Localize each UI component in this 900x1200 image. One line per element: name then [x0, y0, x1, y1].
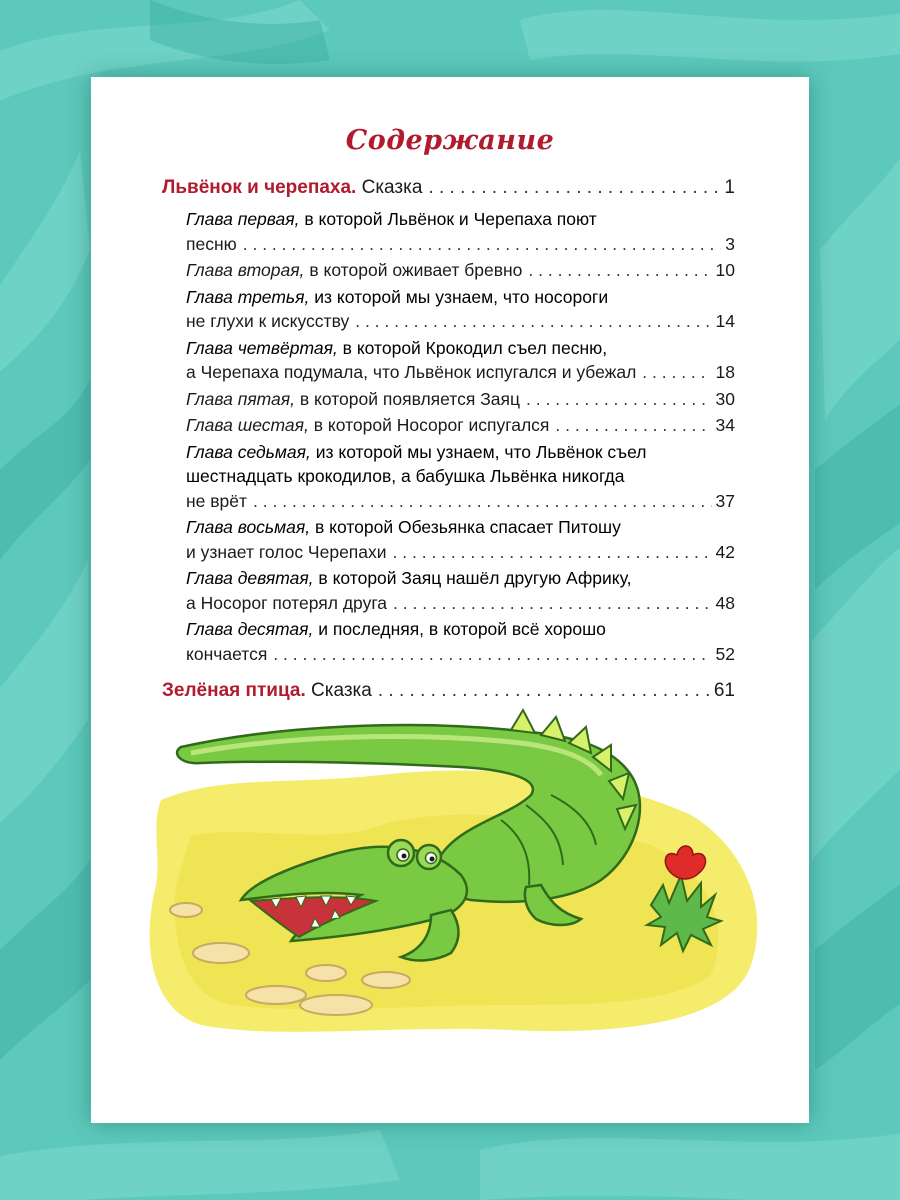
story-title: Львёнок и черепаха.: [162, 177, 357, 198]
page-number: 10: [715, 260, 735, 280]
page-number: 37: [715, 490, 735, 511]
page-number: 14: [715, 311, 735, 331]
toc-story-2[interactable]: [162, 680, 735, 702]
chapter-head: Глава десятая,: [186, 619, 314, 639]
leader-dots: [393, 540, 712, 565]
toc-chapter-3[interactable]: Глава третья, из которой мы узнаем, что носороги не глухи к искусству . . . 14: [162, 285, 735, 334]
toc-title: Содержание: [345, 125, 555, 156]
crocodile-illustration: [131, 705, 771, 1045]
toc-chapter-9[interactable]: Глава девятая, в которой Заяц нашёл другую Африку, а Носорог потерял друга . . . 48: [162, 566, 735, 615]
leader-dots: [273, 642, 711, 667]
toc-story-1[interactable]: [162, 177, 735, 199]
page-number: 48: [715, 592, 735, 613]
page-number: 42: [715, 541, 735, 562]
page-number: 3: [725, 233, 735, 254]
leader-dots: [428, 177, 720, 199]
leader-dots: [243, 232, 722, 257]
leader-dots: [642, 360, 711, 385]
toc-chapter-2[interactable]: Глава вторая, в которой оживает бревно . . . 10: [162, 258, 735, 283]
pebble: [362, 972, 410, 988]
chapter-head: Глава четвёртая,: [186, 337, 338, 358]
story-genre: Сказка: [311, 680, 372, 701]
chapter-head: Глава вторая,: [186, 260, 305, 280]
chapter-head: Глава пятая,: [186, 388, 295, 409]
leader-dots: [555, 413, 711, 438]
leader-dots: [253, 489, 711, 514]
pebble: [306, 965, 346, 981]
toc-chapter-5[interactable]: Глава пятая, в которой появляется Заяц . . . 30: [162, 387, 735, 412]
toc-chapter-10[interactable]: Глава десятая, и последняя, в которой всё хорошо кончается . . . 52: [162, 617, 735, 666]
chapter-head: Глава шестая,: [186, 415, 309, 435]
book-page: [91, 77, 809, 1123]
leader-dots: [355, 309, 711, 334]
chapter-head: Глава первая,: [186, 209, 300, 229]
toc-chapter-8[interactable]: Глава восьмая, в которой Обезьянка спасает Питошу и узнает голос Черепахи . . . 42: [162, 515, 735, 564]
page-number: 18: [715, 362, 735, 382]
leader-dots: [378, 680, 710, 702]
story-genre: Сказка: [361, 177, 423, 198]
pebble: [300, 995, 372, 1015]
story-title: Зелёная птица.: [162, 680, 306, 701]
pebble: [246, 986, 306, 1004]
chapter-head: Глава третья,: [186, 286, 310, 307]
page-number: 61: [713, 680, 735, 701]
toc-chapter-4[interactable]: Глава четвёртая, в которой Крокодил съел песню, а Черепаха подумала, что Львёнок испугался и убежал . . . 18: [162, 336, 735, 385]
page-number: 30: [715, 388, 735, 409]
page-number: 1: [724, 177, 735, 198]
pebble: [170, 903, 202, 917]
leader-dots: [528, 258, 711, 283]
chapter-head: Глава седьмая,: [186, 441, 311, 462]
leader-dots: [526, 387, 712, 412]
toc-chapter-1[interactable]: Глава первая, в которой Львёнок и Черепаха поют песню . . . 3: [162, 207, 735, 256]
toc-chapter-6[interactable]: Глава шестая, в которой Носорог испугался . . . 34: [162, 413, 735, 438]
pebble: [193, 943, 249, 963]
toc-chapter-7[interactable]: Глава седьмая, из которой мы узнаем, что Львёнок съел шестнадцать крокодилов, а бабушка Львёнка никогда не врёт . . . 37: [162, 440, 735, 514]
chapter-head: Глава восьмая,: [186, 517, 311, 537]
page-number: 34: [715, 415, 735, 435]
table-of-contents: [162, 177, 735, 710]
page-number: 52: [715, 643, 735, 664]
chapter-head: Глава девятая,: [186, 568, 314, 588]
leader-dots: [393, 591, 711, 616]
